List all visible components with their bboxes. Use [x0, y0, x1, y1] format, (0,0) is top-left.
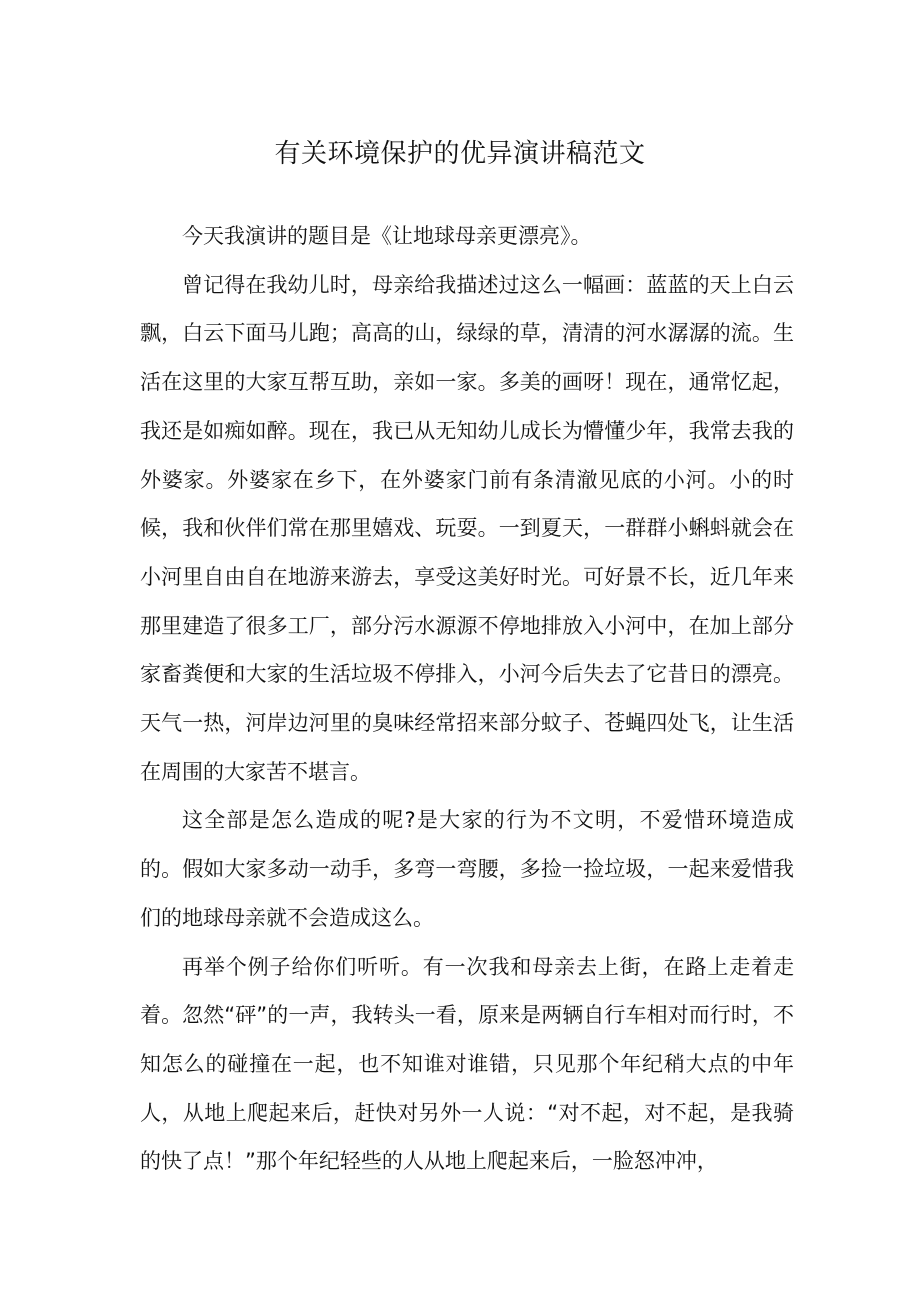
- paragraph-cause: 这全部是怎么造成的呢?是大家的行为不文明，不爱惜环境造成的。假如大家多动一动手，多弯一弯腰，多捡一捡垃圾，一起来爱惜我们的地球母亲就不会造成这么。: [140, 808, 794, 930]
- document-body: [140, 212, 794, 1186]
- paragraph-childhood-memory: 曾记得在我幼儿时，母亲给我描述过这么一幅画：蓝蓝的天上白云飘，白云下面马儿跑；高高的山，绿绿的草，清清的河水潺潺的流。生活在这里的大家互帮互助，亲如一家。多美的画呀！现在，通常忆起，我还是如痴如醉。现在，我已从无知幼儿成长为懵懂少年，我常去我的外婆家。外婆家在乡下，在外婆家门前有条清澈见底的小河。小的时候，我和伙伴们常在那里嬉戏、玩耍。一到夏天，一群群小蝌蚪就会在小河里自由自在地游来游去，享受这美好时光。可好景不长，近几年来那里建造了很多工厂，部分污水源源不停地排放入小河中，在加上部分家畜粪便和大家的生活垃圾不停排入，小河今后失去了它昔日的漂亮。天气一热，河岸边河里的臭味经常招来部分蚊子、苍蝇四处飞，让生活在周围的大家苦不堪言。: [140, 272, 794, 784]
- document-title: 有关环境保护的优异演讲稿范文: [274, 139, 646, 170]
- paragraph-example: 再举个例子给你们听听。有一次我和母亲去上街，在路上走着走着。忽然“砰”的一声，我转头一看，原来是两辆自行车相对而行时，不知怎么的碰撞在一起，也不知谁对谁错，只见那个年纪稍大点的中年人，从地上爬起来后，赶快对另外一人说：“对不起，对不起，是我骑的快了点！”那个年纪轻些的人从地上爬起来后，一脸怒冲冲，: [140, 954, 794, 1174]
- paragraph-topic: 今天我演讲的题目是《让地球母亲更漂亮》。: [182, 224, 592, 248]
